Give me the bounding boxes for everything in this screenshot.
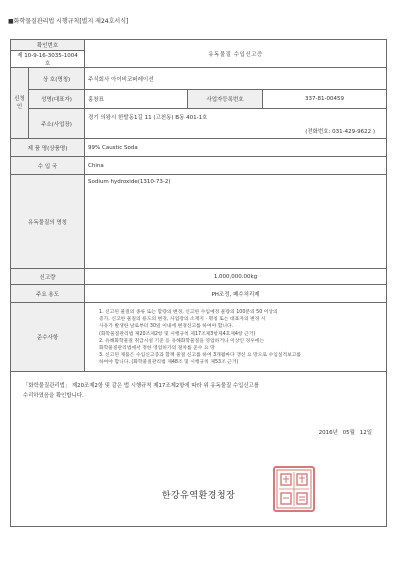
compliance-line: 1. 신고된 물질의 종류 또는 함량의 변경, 신고한 수입예정 물량의 100분의 50 이상의 bbox=[99, 310, 278, 315]
certificate-title: 유독물질 수입신고증 bbox=[85, 40, 387, 68]
bizno-value: 337-81-00459 bbox=[263, 90, 387, 109]
import-country-label: 수 입 국 bbox=[11, 157, 85, 175]
statement-line-2: 수리하였음을 확인합니다. bbox=[23, 392, 84, 399]
name-value: 홍창표 bbox=[85, 90, 188, 109]
substance-value: Sodium hydroxide(1310-73-2) bbox=[85, 175, 387, 269]
footer-statement bbox=[23, 381, 373, 401]
footer-cell bbox=[11, 371, 387, 526]
compliance-line: 3. 신고된 제품은 수입신고증과 함께 물질 신고를 하여 3개월마다 갱신 요 망으로 수입실적보고를 bbox=[99, 353, 302, 359]
issuing-agency: 한강유역환경청장 bbox=[161, 490, 236, 501]
compliance-line: 화학물질관리법에서 정한 영업허가의 절차를 준수 요 망 bbox=[99, 346, 215, 352]
receipt-number: 제 10-9-16-3035-1004 호 bbox=[11, 51, 85, 68]
compliance-line: (화학물질관리법 제20조제2항 및 시행규칙 제17조제3항제4호제4항 근거) bbox=[99, 331, 256, 337]
amount-value: 1,000,000.00kg bbox=[85, 269, 387, 285]
certificate-table bbox=[10, 39, 387, 527]
import-country-value: China bbox=[85, 157, 387, 175]
substance-label: 유독물질의 명칭 bbox=[11, 175, 85, 269]
compliance-line: 증가, 신고한 물질의 용도의 변경, 사업장의 소재지 · 명칭 또는 대표자의 변경 시 bbox=[99, 317, 266, 323]
compliance-line: 하여야 합니다. (화학물질관리법 제48조 및 시행규칙 제53조 근거) bbox=[99, 360, 239, 366]
usage-label: 주요 용도 bbox=[11, 285, 85, 303]
amount-label: 신고량 bbox=[11, 269, 85, 285]
receipt-label: 확인번호 bbox=[11, 40, 85, 51]
compliance-notes bbox=[85, 303, 387, 372]
usage-value: PH조정, 폐수처리제 bbox=[85, 285, 387, 303]
name-label: 성명(대표자) bbox=[29, 90, 85, 109]
phone-value: (전화번호: 031-429-9622 ) bbox=[305, 128, 376, 135]
company-label: 상 호(명칭) bbox=[29, 68, 85, 90]
applicant-section-label: 신청인 bbox=[11, 68, 29, 139]
compliance-line: 2. 유해화학물질 취급시설 기준 등 유해화학물질을 영업하거나 이상인 경우에는 bbox=[99, 338, 265, 344]
company-value: 주식회사 아이비코퍼레이션 bbox=[85, 68, 387, 90]
address-label: 주소(사업장) bbox=[29, 109, 85, 139]
product-label: 제 품 명(상품명) bbox=[11, 139, 85, 157]
statement-line-1: 「화학물질관리법」 제20조제2항 및 같은 법 시행규칙 제17조제2항에 따라 위 유독물질 수입신고를 bbox=[23, 382, 259, 389]
compliance-label: 준수사항 bbox=[11, 303, 85, 372]
form-title: ■화학물질관리법 시행규칙[별지 제24호서식] bbox=[8, 18, 129, 25]
address-cell bbox=[85, 109, 387, 139]
bizno-label: 사업자등록번호 bbox=[188, 90, 263, 109]
address-value: 경기 의왕시 한발동1길 11 (고천동) B동 401-1호 bbox=[88, 114, 208, 121]
issue-date: 2016년 05월 12일 bbox=[318, 429, 373, 436]
compliance-line: 사유가 발생한 날로부터 30일 이내에 변경신고를 하여야 합니다. bbox=[99, 324, 234, 330]
product-value: 99% Caustic Soda bbox=[85, 139, 387, 157]
